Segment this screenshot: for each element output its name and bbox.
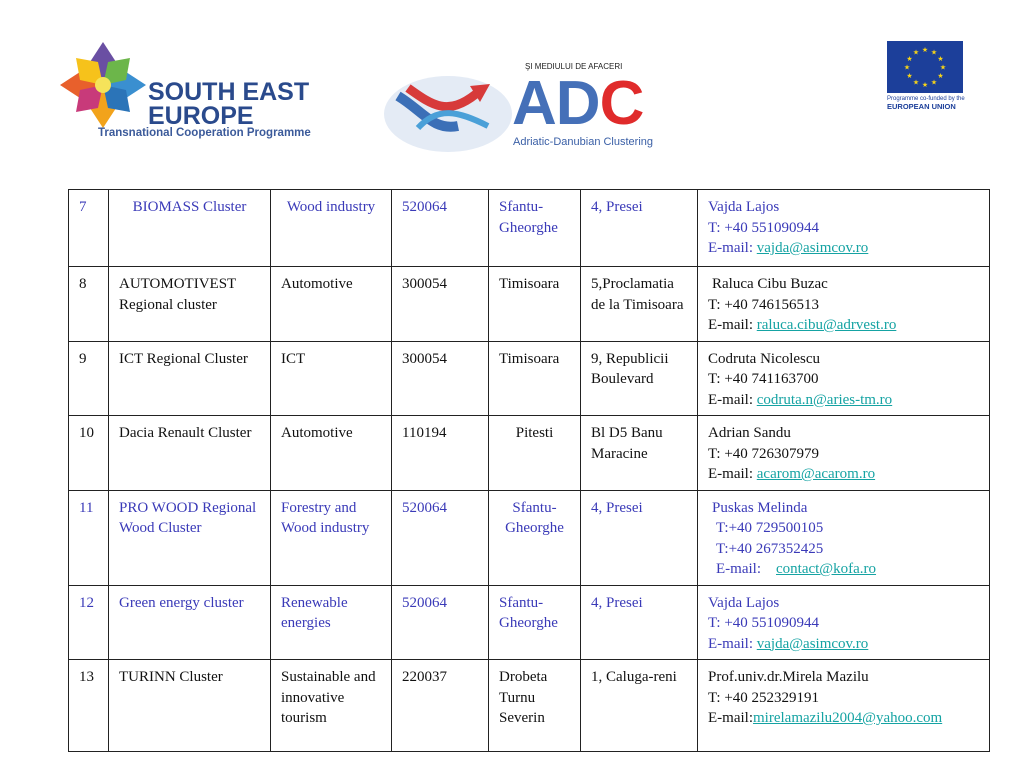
contact-name: Adrian Sandu: [708, 425, 791, 441]
email-link[interactable]: vajda@asimcov.ro: [756, 240, 869, 256]
address: 4, Presei: [581, 585, 698, 660]
contact: [698, 341, 990, 416]
contact-email-line: [708, 464, 979, 485]
see-logo-line1: SOUTH EAST: [148, 78, 310, 106]
svg-text:★: ★: [930, 48, 938, 57]
cluster-sector: Automotive: [271, 267, 392, 342]
city: Timisoara: [489, 267, 581, 342]
contact-name: Prof.univ.dr.Mirela Mazilu: [708, 669, 869, 685]
email-link[interactable]: mirelamazilu2004@yahoo.com: [753, 710, 943, 726]
email-link[interactable]: vajda@asimcov.ro: [756, 635, 869, 652]
cluster-name: Dacia Renault Cluster: [109, 416, 271, 491]
postcode: 520064: [392, 190, 489, 267]
svg-text:★: ★: [939, 63, 947, 72]
contact: [698, 585, 990, 660]
contact-name: Codruta Nicolescu: [708, 350, 821, 367]
contact-email-line: [708, 634, 979, 655]
postcode: 520064: [392, 490, 489, 585]
contact-name: Vajda Lajos: [708, 199, 780, 215]
adc-logo-letters: [512, 69, 644, 138]
cluster-name: TURINN Cluster: [109, 660, 271, 752]
contact-phone: T: +40 551090944: [708, 615, 820, 631]
contact-name: Vajda Lajos: [708, 594, 780, 611]
email-label: E-mail:: [708, 317, 753, 333]
postcode: 220037: [392, 660, 489, 752]
contact-phone: T: +40 746156513: [708, 296, 820, 313]
see-logo-line2: EUROPE: [148, 102, 254, 130]
city: Pitesti: [489, 416, 581, 491]
contact-name: Raluca Cibu Buzac: [712, 276, 828, 292]
row-number: 11: [69, 490, 109, 585]
svg-text:★: ★: [937, 72, 944, 80]
cluster-name: ICT Regional Cluster: [109, 341, 271, 416]
email-link[interactable]: contact@kofa.ro: [776, 561, 877, 577]
table-row: [69, 585, 990, 660]
table-row: [69, 190, 990, 267]
contact-phone: T: +40 741163700: [708, 371, 819, 387]
see-logo-subtitle: Transnational Cooperation Programme: [98, 127, 311, 139]
email-label: E-mail:: [708, 391, 753, 408]
eu-text-line2: EUROPEAN UNION: [887, 102, 956, 111]
contact-email-line: [708, 390, 979, 411]
adc-letter-a: A: [512, 69, 556, 138]
svg-text:★: ★: [930, 78, 938, 87]
row-number: 12: [69, 585, 109, 660]
clusters-table: [68, 189, 990, 752]
city: Sfantu-Gheorghe: [489, 585, 581, 660]
row-number: 13: [69, 660, 109, 752]
adc-letter-c: C: [599, 69, 644, 138]
table-row: [69, 416, 990, 491]
contact-name: Puskas Melinda: [712, 499, 808, 516]
address: 9, Republicii Boulevard: [581, 341, 698, 416]
address: 1, Caluga-reni: [581, 660, 698, 752]
email-link[interactable]: raluca.cibu@adrvest.ro: [756, 317, 897, 333]
cluster-name: Green energy cluster: [109, 585, 271, 660]
cluster-sector: Renewable energies: [271, 585, 392, 660]
cluster-sector: Wood industry: [271, 190, 392, 267]
svg-text:★: ★: [912, 78, 920, 87]
email-label: E-mail:: [708, 710, 753, 726]
contact-email-line: [708, 708, 979, 729]
adc-logo-subtitle: Adriatic-Danubian Clustering: [513, 136, 654, 148]
eu-text-line1: Programme co-funded by the: [887, 96, 965, 102]
svg-text:★: ★: [912, 48, 920, 57]
svg-text:★: ★: [906, 72, 913, 80]
adc-top-text: ŞI MEDIULUI DE AFACERI: [525, 62, 623, 71]
svg-text:★: ★: [937, 55, 944, 63]
postcode: 520064: [392, 585, 489, 660]
page-header: [0, 0, 1024, 180]
city: Drobeta Turnu Severin: [489, 660, 581, 752]
email-label: E-mail:: [716, 561, 761, 577]
contact-phone: T:+40 729500105: [716, 520, 824, 536]
contact-phone: T: +40 252329191: [708, 689, 820, 706]
email-label: E-mail:: [708, 240, 753, 256]
address: Bl D5 Banu Maracine: [581, 416, 698, 491]
table-row: [69, 490, 990, 585]
table-row: [69, 341, 990, 416]
see-flower-icon: [58, 40, 148, 130]
address: 4, Presei: [581, 490, 698, 585]
eu-cofunded-text: [887, 95, 967, 111]
contact-email-line: [708, 238, 979, 259]
postcode: 110194: [392, 416, 489, 491]
row-number: 7: [69, 190, 109, 267]
row-number: 8: [69, 267, 109, 342]
email-label: E-mail:: [708, 466, 753, 482]
postcode: 300054: [392, 341, 489, 416]
email-link[interactable]: acarom@acarom.ro: [756, 466, 876, 482]
cluster-name: BIOMASS Cluster: [109, 190, 271, 267]
contact-phone: T: +40 726307979: [708, 445, 820, 462]
cluster-sector: ICT: [271, 341, 392, 416]
contact-email-line: [712, 559, 979, 580]
eu-flag-icon: [887, 41, 963, 93]
table-row: [69, 267, 990, 342]
contact-phone: T: +40 551090944: [708, 219, 820, 236]
email-label: E-mail:: [708, 635, 753, 652]
cluster-name: AUTOMOTIVEST Regional cluster: [109, 267, 271, 342]
cluster-sector: Forestry and Wood industry: [271, 490, 392, 585]
see-logo-title: [148, 80, 309, 128]
svg-text:★: ★: [921, 46, 929, 54]
contact: [698, 416, 990, 491]
contact: [698, 660, 990, 752]
postcode: 300054: [392, 267, 489, 342]
contact: [698, 190, 990, 267]
row-number: 9: [69, 341, 109, 416]
adc-map-arrows-icon: [378, 66, 518, 158]
adc-letter-d: D: [555, 69, 600, 138]
cluster-name: PRO WOOD Regional Wood Cluster: [109, 490, 271, 585]
city: Timisoara: [489, 341, 581, 416]
address: 4, Presei: [581, 190, 698, 267]
email-link[interactable]: codruta.n@aries-tm.ro: [756, 391, 893, 408]
contact: [698, 267, 990, 342]
address: 5,Proclamatia de la Timisoara: [581, 267, 698, 342]
svg-text:★: ★: [903, 63, 911, 72]
table-row: [69, 660, 990, 752]
row-number: 10: [69, 416, 109, 491]
svg-text:★: ★: [921, 81, 929, 89]
cluster-sector: Automotive: [271, 416, 392, 491]
cluster-sector: Sustainable and innovative tourism: [271, 660, 392, 752]
contact-phone: T:+40 267352425: [716, 540, 824, 557]
svg-text:★: ★: [906, 55, 913, 63]
city: Sfantu-Gheorghe: [489, 490, 581, 585]
contact: [698, 490, 990, 585]
city: Sfantu-Gheorghe: [489, 190, 581, 267]
contact-email-line: [708, 315, 979, 336]
